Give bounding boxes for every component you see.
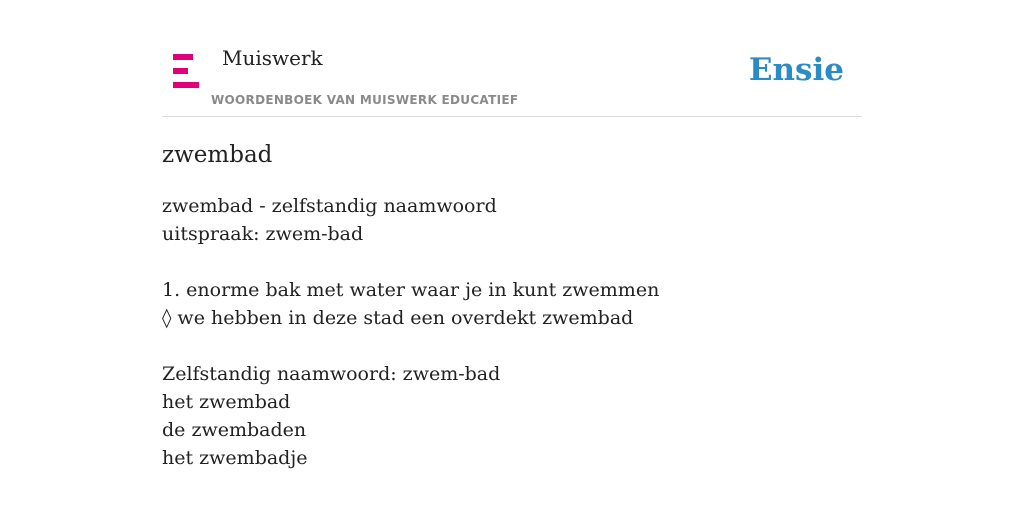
ensie-logo[interactable]: Ensie	[748, 52, 844, 88]
entry-body	[162, 192, 862, 472]
definition-text: 1. enorme bak met water waar je in kunt zwemmen	[162, 279, 660, 301]
pronunciation-line: uitspraak: zwem-bad	[162, 223, 364, 245]
logo-bar-top	[173, 54, 193, 60]
inflection-form: de zwembaden	[162, 419, 307, 441]
page-title: zwembad	[162, 142, 273, 168]
inflection-heading: Zelfstandig naamwoord: zwem-bad	[162, 363, 501, 385]
spacer	[162, 332, 862, 360]
logo-bar-bottom	[173, 82, 199, 88]
inflection-form: het zwembad	[162, 391, 291, 413]
definition-example: ◊ we hebben in deze stad een overdekt zwembad	[162, 307, 634, 329]
headword-line: zwembad - zelfstandig naamwoord	[162, 195, 497, 217]
inflection-form: het zwembadje	[162, 447, 308, 469]
spacer	[162, 248, 862, 276]
logo-bar-middle	[173, 68, 188, 74]
brand-subtitle: WOORDENBOEK VAN MUISWERK EDUCATIEF	[211, 93, 519, 107]
muiswerk-logo-icon[interactable]	[173, 54, 201, 88]
site-header	[162, 40, 862, 117]
brand-title[interactable]: Muiswerk	[222, 46, 323, 70]
